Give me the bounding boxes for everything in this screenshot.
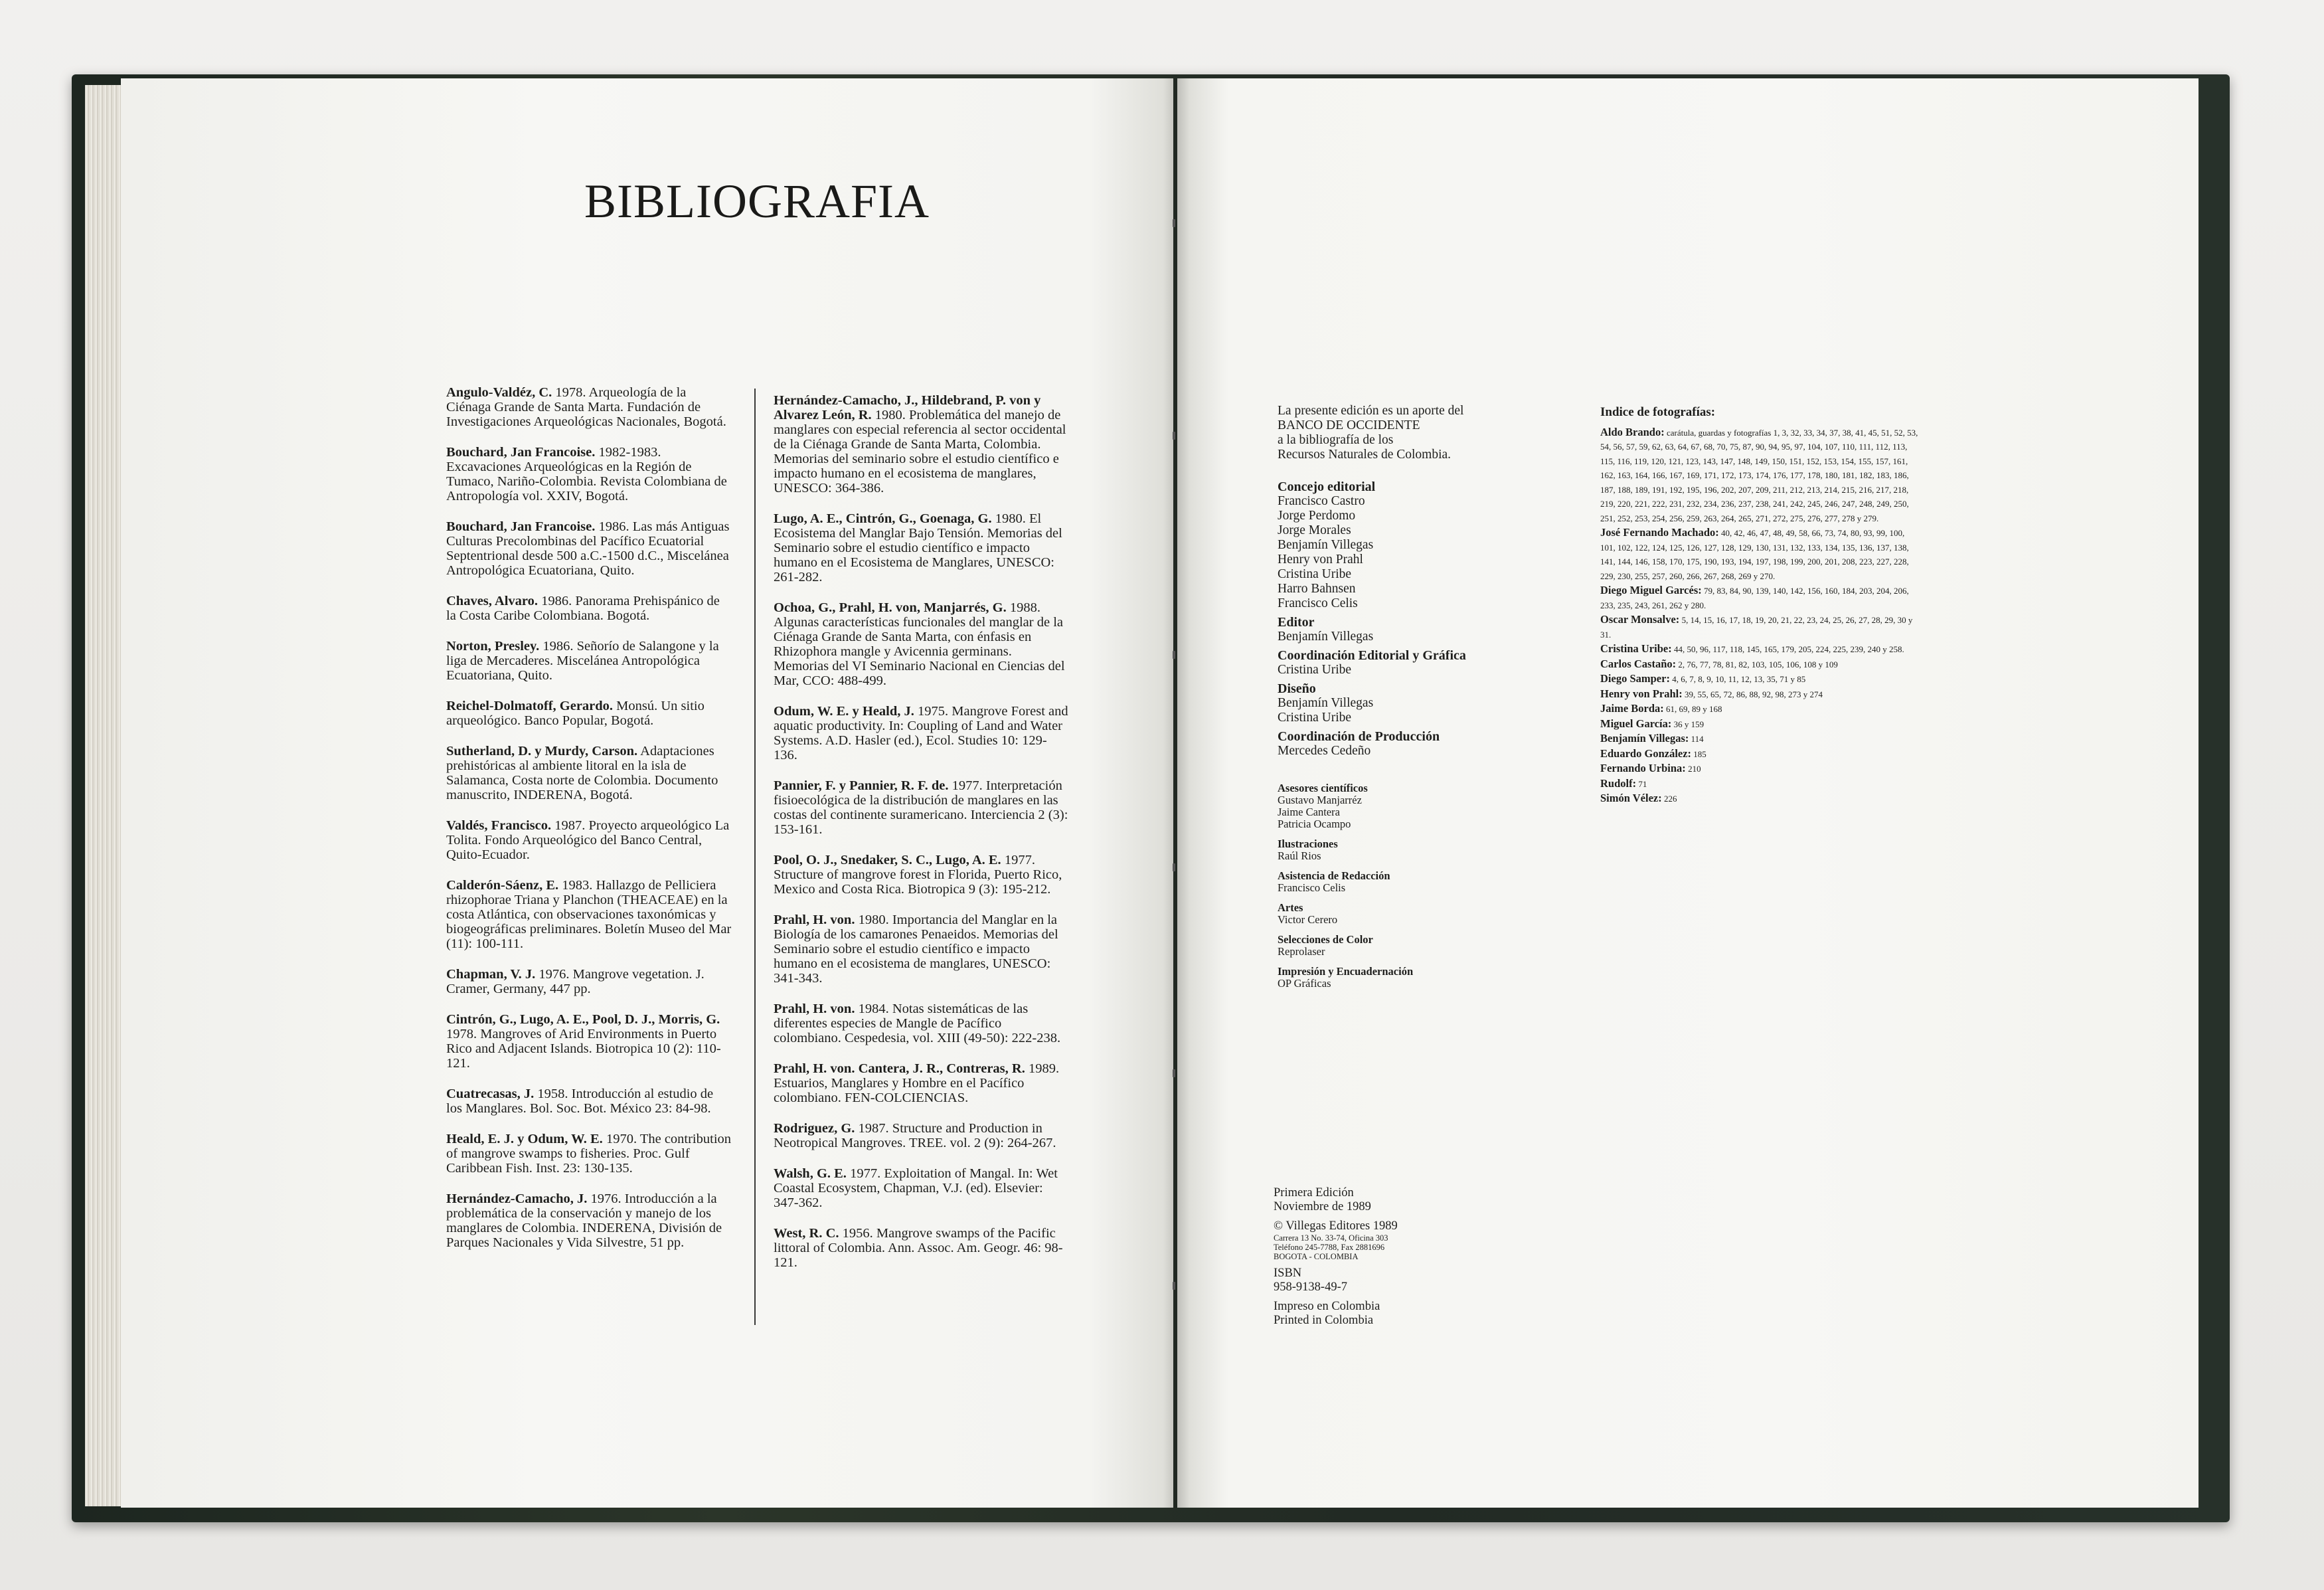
photo-numbers: 39, 55, 65, 72, 86, 88, 92, 98, 273 y 274 [1682,689,1823,699]
photographer-entry [1600,687,1919,702]
bibliography-entry [446,967,732,996]
credit-group [1278,934,1543,958]
photographer-name: Cristina Uribe: [1600,642,1672,655]
credit-heading: Artes [1278,901,1303,914]
entry-author: Heald, E. J. y Odum, W. E. [446,1132,603,1146]
photographer-name: Oscar Monsalve: [1600,613,1680,626]
entry-author: Cintrón, G., Lugo, A. E., Pool, D. J., Morris, G. [446,1012,720,1027]
bibliography-entry [446,385,732,429]
entry-author: Angulo-Valdéz, C. [446,385,552,400]
entry-text: 1983. Hallazgo de Pelliciera rhizophorae Triana y Planchon (THEACEAE) en la costa Atlántica, con observaciones taxonómicas y biogeográficas preliminares. Boletín Museo del Mar (11): 100-111. [446,878,732,951]
credit-name: Benjamín Villegas [1278,630,1374,644]
photographer-name: Benjamín Villegas: [1600,732,1689,745]
bibliography-entry [774,1121,1069,1150]
entry-author: Ochoa, G., Prahl, H. von, Manjarrés, G. [774,600,1007,615]
entry-author: Valdés, Francisco. [446,818,552,833]
entry-text: 1970. The contribution of mangrove swamps to fisheries. Proc. Gulf Caribbean Fish. Inst. 23: 130-135. [446,1132,732,1176]
isbn-label: ISBN [1274,1267,1302,1280]
entry-text: 1977. Interpretación fisioecológica de la distribución de manglares en las costas del continente suramericano. Interciencia 2 (3): 153-161. [774,778,1068,837]
entry-text: Monsú. Un sitio arqueológico. Banco Popular, Bogotá. [446,699,705,728]
publisher-phone: Teléfono 245-7788, Fax 2881696 [1274,1243,1385,1252]
credit-name: Cristina Uribe [1278,567,1352,581]
photographer-entry [1600,776,1919,792]
bibliography-entry [774,853,1069,897]
book-gutter [1163,78,1190,1508]
credit-heading: Impresión y Encuadernación [1278,965,1414,978]
photographer-entry [1600,657,1919,672]
bibliography-entry [446,699,732,728]
page-edges [85,85,125,1506]
photo-numbers: 79, 83, 84, 90, 139, 140, 142, 156, 160, 184, 203, 204, 206, 233, 235, 243, 261, 262 y 280. [1600,586,1909,610]
photographer-name: Diego Samper: [1600,672,1670,685]
page-title: BIBLIOGRAFIA [584,175,930,228]
photographer-name: Eduardo González: [1600,747,1692,760]
bibliography-entry [446,639,732,683]
credit-name: Jorge Perdomo [1278,509,1356,523]
entry-author: Prahl, H. von. [774,913,855,927]
credit-name: Benjamín Villegas [1278,538,1374,552]
entry-author: Lugo, A. E., Cintrón, G., Goenaga, G. [774,511,992,526]
credit-name: Jaime Cantera [1278,806,1340,818]
entry-author: Hernández-Camacho, J. [446,1192,588,1206]
photo-numbers: 226 [1661,794,1677,804]
entry-author: Bouchard, Jan Francoise. [446,445,596,460]
entry-text: 1986. Panorama Prehispánico de la Costa Caribe Colombiana. Bogotá. [446,594,720,623]
entry-text: 1989. Estuarios, Manglares y Hombre en el Pacífico colombiano. FEN-COLCIENCIAS. [774,1061,1060,1105]
photo-index-heading: Indice de fotografías: [1600,405,1716,419]
photographer-name: Henry von Prahl: [1600,687,1683,700]
photo-index-entries [1600,425,1919,806]
credits-secondary [1278,782,1543,990]
bibliography-entry [774,1166,1069,1210]
entry-text: 1986. Las más Antiguas Culturas Precolombinas del Pacífico Ecuatorial Septentrional desde 500 a.C.-1500 d.C., Miscelánea Antropológica Ecuatoriana, Quito. [446,519,730,578]
entry-text: 1982-1983. Excavaciones Arqueológicas en la Región de Tumaco, Nariño-Colombia. Revista Colombiana de Antropología vol. XXIV, Bogotá. [446,445,727,503]
credit-heading: Editor [1278,615,1315,630]
bibliography-entry [774,704,1069,762]
credit-name: Patricia Ocampo [1278,818,1351,830]
photo-numbers: 210 [1685,764,1701,774]
credit-group [1278,681,1543,725]
printed-in-en: Printed in Colombia [1274,1314,1374,1327]
entry-text: 1987. Proyecto arqueológico La Tolita. Fondo Arqueológico del Banco Central, Quito-Ecuador. [446,818,730,862]
edition-line: Primera Edición [1274,1186,1354,1199]
photographer-name: Fernando Urbina: [1600,762,1686,774]
credit-name: Henry von Prahl [1278,553,1363,567]
binding-stitch [1173,1282,1175,1290]
isbn-number: 958-9138-49-7 [1274,1281,1347,1294]
photographer-entry [1600,671,1919,687]
photographer-entry [1600,525,1919,583]
printed-in-es: Impreso en Colombia [1274,1300,1380,1313]
sponsor-line: La presente edición es un aporte del [1278,404,1464,418]
entry-author: Sutherland, D. y Murdy, Carson. [446,744,638,758]
photo-numbers: 40, 42, 46, 47, 48, 49, 58, 66, 73, 74, 80, 93, 99, 100, 101, 102, 122, 124, 125, 126, 127, 128, 129, 130, 131, 132, 133, 134, 135, 136, 137, 138, 141, 144, 146, 158, 170, 175, 190, 193, 194, 197, 198, 199, 200, 201, 208, 223, 227, 228, 229, 230, 255, 257, 260, 266, 267, 268, 269 y 270. [1600,528,1909,581]
entry-text: 1977. Structure of mangrove forest in Florida, Puerto Rico, Mexico and Costa Rica. Biotropica 9 (3): 195-212. [774,853,1062,897]
credit-group [1278,782,1543,830]
column-divider [754,389,756,1325]
photo-numbers: 5, 14, 15, 16, 17, 18, 19, 20, 21, 22, 23, 24, 25, 26, 27, 28, 29, 30 y 31. [1600,615,1913,640]
photographer-entry [1600,747,1919,762]
entry-text: 1988. Algunas características funcionales del manglar de la Ciénaga Grande de Santa Marta, con énfasis en Rhizophora mangle y Avicennia germinans. Memorias del VI Seminario Nacional en Ciencias del Mar, CCO: 488-499. [774,600,1065,688]
entry-author: Hernández-Camacho, J., Hildebrand, P. von y Alvarez León, R. [774,393,1041,422]
credit-name: Gustavo Manjarréz [1278,794,1362,806]
entry-author: Chaves, Alvaro. [446,594,539,608]
entry-author: Prahl, H. von. Cantera, J. R., Contreras, R. [774,1061,1025,1076]
copyright: © Villegas Editores 1989 [1274,1219,1398,1233]
entry-text: 1987. Structure and Production in Neotropical Mangroves. TREE. vol. 2 (9): 264-267. [774,1121,1056,1150]
entry-text: 1977. Exploitation of Mangal. In: Wet Coastal Ecosystem, Chapman, V.J. (ed). Elsevier: 347-362. [774,1166,1058,1210]
credit-heading: Coordinación Editorial y Gráfica [1278,648,1466,663]
bibliography-entry [774,600,1069,688]
credit-name: Cristina Uribe [1278,711,1352,725]
entry-author: Odum, W. E. y Heald, J. [774,704,914,719]
entry-text: 1978. Mangroves of Arid Environments in Puerto Rico and Adjacent Islands. Biotropica 10 (2): 110-121. [446,1027,721,1071]
bibliography-entry [446,744,732,802]
sponsor-note [1278,404,1543,462]
bibliography-entry [446,818,732,862]
credit-heading: Concejo editorial [1278,480,1376,494]
entry-text: 1978. Arqueología de la Ciénaga Grande de Santa Marta. Fundación de Investigaciones Arqueológicas Nacionales, Bogotá. [446,385,726,429]
credit-group [1278,729,1543,758]
entry-author: Pannier, F. y Pannier, R. F. de. [774,778,949,793]
photographer-entry [1600,717,1919,732]
credit-heading: Selecciones de Color [1278,933,1373,946]
bibliography-entry [446,1192,732,1250]
bibliography-entry [446,594,732,623]
credit-group [1278,870,1543,894]
credit-group [1278,480,1543,611]
photo-numbers: 44, 50, 96, 117, 118, 145, 165, 179, 205, 224, 225, 239, 240 y 258. [1671,644,1904,654]
entry-author: Prahl, H. von. [774,1002,855,1016]
bibliography-entry [774,1226,1069,1270]
bibliography-entry [446,1087,732,1116]
entry-text: 1986. Señorío de Salangone y la liga de Mercaderes. Miscelánea Antropológica Ecuatoriana, Quito. [446,639,719,683]
credit-group [1278,838,1543,862]
entry-text: Adaptaciones prehistóricas al ambiente litoral en la isla de Salamanca, Costa norte de Colombia. Documento manuscrito, INDERENA, Bogotá. [446,744,718,802]
publisher-address: Carrera 13 No. 33-74, Oficina 303 [1274,1233,1388,1243]
entry-author: Chapman, V. J. [446,967,536,982]
edition-info [1274,1186,1513,1333]
credit-name: Raúl Rios [1278,849,1321,862]
photo-numbers: 36 y 159 [1671,719,1704,729]
credit-name: Cristina Uribe [1278,663,1352,677]
photo-index [1600,405,1919,806]
entry-text: 1975. Mangrove Forest and aquatic productivity. In: Coupling of Land and Water Systems. A.D. Hasler (ed.), Ecol. Studies 10: 129-136. [774,704,1068,762]
credit-group [1278,615,1543,644]
bibliography-entry [774,393,1069,495]
photo-numbers: 61, 69, 89 y 168 [1663,704,1722,714]
entry-author: Norton, Presley. [446,639,540,654]
entry-author: Rodriguez, G. [774,1121,855,1136]
bibliography-entry [446,519,732,578]
sponsor-line: a la bibliografía de los [1278,433,1394,447]
credit-name: Victor Cerero [1278,913,1338,926]
entry-author: Walsh, G. E. [774,1166,847,1181]
photographer-entry [1600,791,1919,806]
credit-name: Mercedes Cedeño [1278,744,1371,758]
bibliography-column-2 [774,393,1069,1286]
photo-numbers: 4, 6, 7, 8, 9, 10, 11, 12, 13, 35, 71 y 85 [1669,674,1806,684]
credit-name: Francisco Castro [1278,494,1365,508]
credit-name: Reprolaser [1278,945,1325,958]
bibliography-entry [774,511,1069,584]
credits-block [1278,404,1543,998]
entry-author: West, R. C. [774,1226,839,1241]
bibliography-entry [446,878,732,951]
credit-name: Francisco Celis [1278,596,1358,610]
binding-stitch [1173,863,1175,871]
bibliography-entry [774,778,1069,837]
binding-stitch [1173,432,1175,440]
photographer-entry [1600,425,1919,526]
credit-group [1278,966,1543,990]
bibliography-entry [774,1061,1069,1105]
binding-stitch [1173,1069,1175,1077]
photographer-name: Simón Vélez: [1600,792,1662,804]
entry-text: 1976. Mangrove vegetation. J. Cramer, Germany, 447 pp. [446,967,705,996]
photo-numbers: 71 [1636,778,1647,789]
photographer-entry [1600,731,1919,747]
publisher-city: BOGOTA - COLOMBIA [1274,1252,1359,1261]
entry-text: 1980. Importancia del Manglar en la Biología de los camarones Penaeidos. Memorias del Seminario sobre el estudio científico e impacto humano en el ecosistema de manglares, UNESCO: 341-343. [774,913,1058,986]
bibliography-entry [446,445,732,503]
photographer-entry [1600,612,1919,642]
bibliography-column-1 [446,385,732,1266]
credit-heading: Asistencia de Redacción [1278,869,1390,882]
bibliography-entry [774,913,1069,986]
photographer-name: Jaime Borda: [1600,702,1664,715]
credit-group [1278,902,1543,926]
credit-name: OP Gráficas [1278,977,1331,990]
entry-text: 1980. El Ecosistema del Manglar Bajo Tensión. Memorias del Seminario sobre el estudio científico e impacto humano en el Ecosistema de Manglares, UNESCO: 261-282. [774,511,1062,584]
photographer-entry [1600,642,1919,657]
photo-numbers: 185 [1691,749,1706,759]
entry-author: Bouchard, Jan Francoise. [446,519,596,534]
photographer-name: José Fernando Machado: [1600,526,1719,539]
entry-text: 1976. Introducción a la problemática de la conservación y manejo de los manglares de Colombia. INDERENA, División de Parques Nacionales y Vida Silvestre, 51 pp. [446,1192,722,1250]
entry-author: Reichel-Dolmatoff, Gerardo. [446,699,614,713]
entry-author: Cuatrecasas, J. [446,1087,535,1101]
credits-main [1278,480,1543,758]
bibliography-entry [446,1012,732,1071]
photographer-name: Rudolf: [1600,776,1637,790]
photographer-name: Diego Miguel Garcés: [1600,584,1702,596]
photographer-entry [1600,701,1919,717]
edition-date: Noviembre de 1989 [1274,1200,1371,1213]
credit-heading: Ilustraciones [1278,838,1338,850]
credit-name: Jorge Morales [1278,523,1351,537]
sponsor-line: BANCO DE OCCIDENTE [1278,418,1420,432]
entry-author: Pool, O. J., Snedaker, S. C., Lugo, A. E. [774,853,1001,867]
credit-group [1278,648,1543,677]
photo-numbers: 2, 76, 77, 78, 81, 82, 103, 105, 106, 108 y 109 [1676,659,1838,669]
photographer-name: Miguel García: [1600,717,1672,730]
sponsor-line: Recursos Naturales de Colombia. [1278,448,1452,462]
credit-heading: Coordinación de Producción [1278,729,1440,744]
credit-name: Benjamín Villegas [1278,696,1374,710]
entry-text: 1980. Problemática del manejo de manglares con especial referencia al sector occidental de la Ciénaga Grande de Santa Marta, Colombia. Memorias del seminario sobre el estudio científico e impacto humano en el ecosistema de manglares, UNESCO: 364-386. [774,408,1066,495]
photographer-entry [1600,761,1919,776]
photographer-name: Aldo Brando: [1600,425,1665,438]
credit-name: Francisco Celis [1278,881,1346,894]
photo-numbers: carátula, guardas y fotografías 1, 3, 32, 33, 34, 37, 38, 41, 45, 51, 52, 53, 54, 56, 57, 59, 62, 63, 64, 67, 68, 70, 75, 87, 90, 94, 95, 97, 104, 107, 110, 111, 112, 113, 115, 116, 119, 120, 121, 123, 143, 147, 148, 149, 150, 151, 152, 153, 154, 155, 157, 161, 162, 163, 164, 166, 167, 169, 171, 172, 173, 174, 176, 177, 178, 180, 181, 182, 183, 186, 187, 188, 189, 191, 192, 195, 196, 202, 207, 209, 211, 212, 213, 214, 215, 216, 217, 218, 219, 220, 221, 222, 231, 232, 234, 236, 237, 238, 241, 242, 245, 246, 247, 248, 249, 250, 251, 252, 253, 254, 256, 259, 263, 264, 265, 271, 272, 275, 276, 277, 278 y 279. [1600,427,1918,523]
bibliography-entry [446,1132,732,1176]
binding-stitch [1173,651,1175,659]
entry-text: 1984. Notas sistemáticas de las diferentes especies de Mangle de Pacífico colombiano. Cespedesia, vol. XIII (49-50): 222-238. [774,1002,1061,1045]
binding-stitch [1173,219,1175,227]
entry-text: 1958. Introducción al estudio de los Manglares. Bol. Soc. Bot. México 23: 84-98. [446,1087,714,1116]
credit-heading: Diseño [1278,681,1316,696]
photographer-entry [1600,583,1919,612]
bibliography-entry [774,1002,1069,1045]
credit-name: Harro Bahnsen [1278,582,1356,596]
photographer-name: Carlos Castaño: [1600,657,1677,670]
entry-text: 1956. Mangrove swamps of the Pacific littoral of Colombia. Ann. Assoc. Am. Geogr. 46: 98-121. [774,1226,1063,1270]
credit-heading: Asesores científicos [1278,782,1368,794]
photo-numbers: 114 [1689,734,1704,744]
entry-author: Calderón-Sáenz, E. [446,878,559,893]
